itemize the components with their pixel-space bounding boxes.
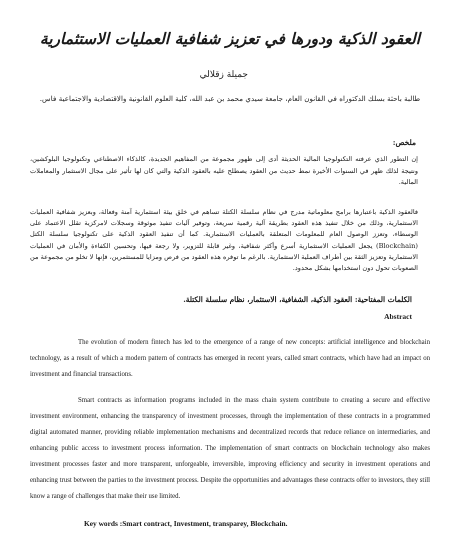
abstract-arabic-paragraph-2: فالعقود الذكية باعتبارها برامج معلوماتية مدرج في نظام سلسلة الكتلة تساهم في خلق بيئة استثمارية آمنة وفعالة، وبعزيز شفافية العمليات الاستثمارية، وذلك من خلال تنفيذ هذه العقود بطريقة آلية رقمية سريعة، وتوفير آليات تنفيذ موثوقة وسجلات لامركزية تقلل الاعتماد على الوسطاء، وتعزز الوصول العام للمعلومات المتعلقة بالعمليات الاستثمارية. كما أن تنفيذ العقود الذكية على تكنولوجيا سلسلة الكتل (Blockchain) يجعل العمليات الاستثمارية أسرع وأكثر شفافية، وغير قابلة للتزوير، ولا رجعة فيها، وتحسين الكفاءة والأمان في العمليات الاستثمارية وتعزيز الثقة بين أطراف العملية الاستثمارية. بالرغم ما توفره هذه العقود من فرص ومزايا للمستثمرين، فإنها لا تخلو من مجموعة من الصعوبات تحول دون استخدامها بشكل محدود.	[30, 208, 418, 273]
paper-title: العقود الذكية ودورها في تعزيز شفافية العمليات الاستثمارية	[39, 29, 421, 48]
keywords-arabic-list: العقود الذكية، الشفافية، الاستثمار، نظام سلسلة الكتلة.	[183, 295, 353, 304]
keywords-english-label: Key words :	[84, 519, 123, 528]
keywords-arabic	[183, 295, 412, 304]
author-affiliation: طالبة باحثة بسلك الدكتوراه في القانون العام، جامعة سيدي محمد بن عبد الله، كلية العلوم القانونية والاقتصادية والاجتماعية فاس.	[39, 94, 421, 103]
author-name: جميلة زقلالي	[199, 70, 248, 80]
keywords-arabic-label: الكلمات المفتاحية:	[354, 295, 412, 304]
abstract-english-paragraph-1: The evolution of modern fintech has led to the emergence of a range of new concepts: artificial intelligence and blockchain technology, as a result of which a modern pattern of contracts has emerged in recent years, called smart contracts, which have had an impact on investment and financial transactions.	[30, 339, 430, 378]
abstract-arabic-heading: ملخص:	[392, 138, 416, 147]
keywords-english	[84, 519, 288, 528]
abstract-english-paragraph-2: Smart contracts as information programs included in the mass chain system contribute to creating a secure and effective investment environment, enhancing the transparency of investment processes, through the implementation of these contracts in a programmed digital automated manner, providing reliable implementation mechanisms and decentralized records that reduce reliance on intermediaries, and enhancing public access to investment process information. The implementation of smart contracts on blockchain technology also makes investment processes faster and more transparent, unforgeable, irreversible, improving efficiency and security in investment operations and enhancing trust between the parties to the investment process. Despite the opportunities and advantages these contracts offer to investors, they still know a range of challenges that make their use limited.	[30, 397, 430, 500]
keywords-english-list: Smart contract, Investment, transparey, Blockchain.	[122, 519, 288, 528]
abstract-english-heading: Abstract	[384, 312, 412, 321]
abstract-arabic-paragraph-1: إن التطور الذي عرفته التكنولوجيا المالية الحديثة أدى إلى ظهور مجموعة من المفاهيم الجديدة، كالذكاء الاصطناعي وتكنولوجيا البلوكشين، ونتيجة لذلك ظهر في السنوات الأخيرة نمط حديث من العقود يصطلح عليه بالعقود الذكية والتي كان لها تأثير على مجال الاستثمار والمعاملات المالية.	[30, 155, 418, 186]
